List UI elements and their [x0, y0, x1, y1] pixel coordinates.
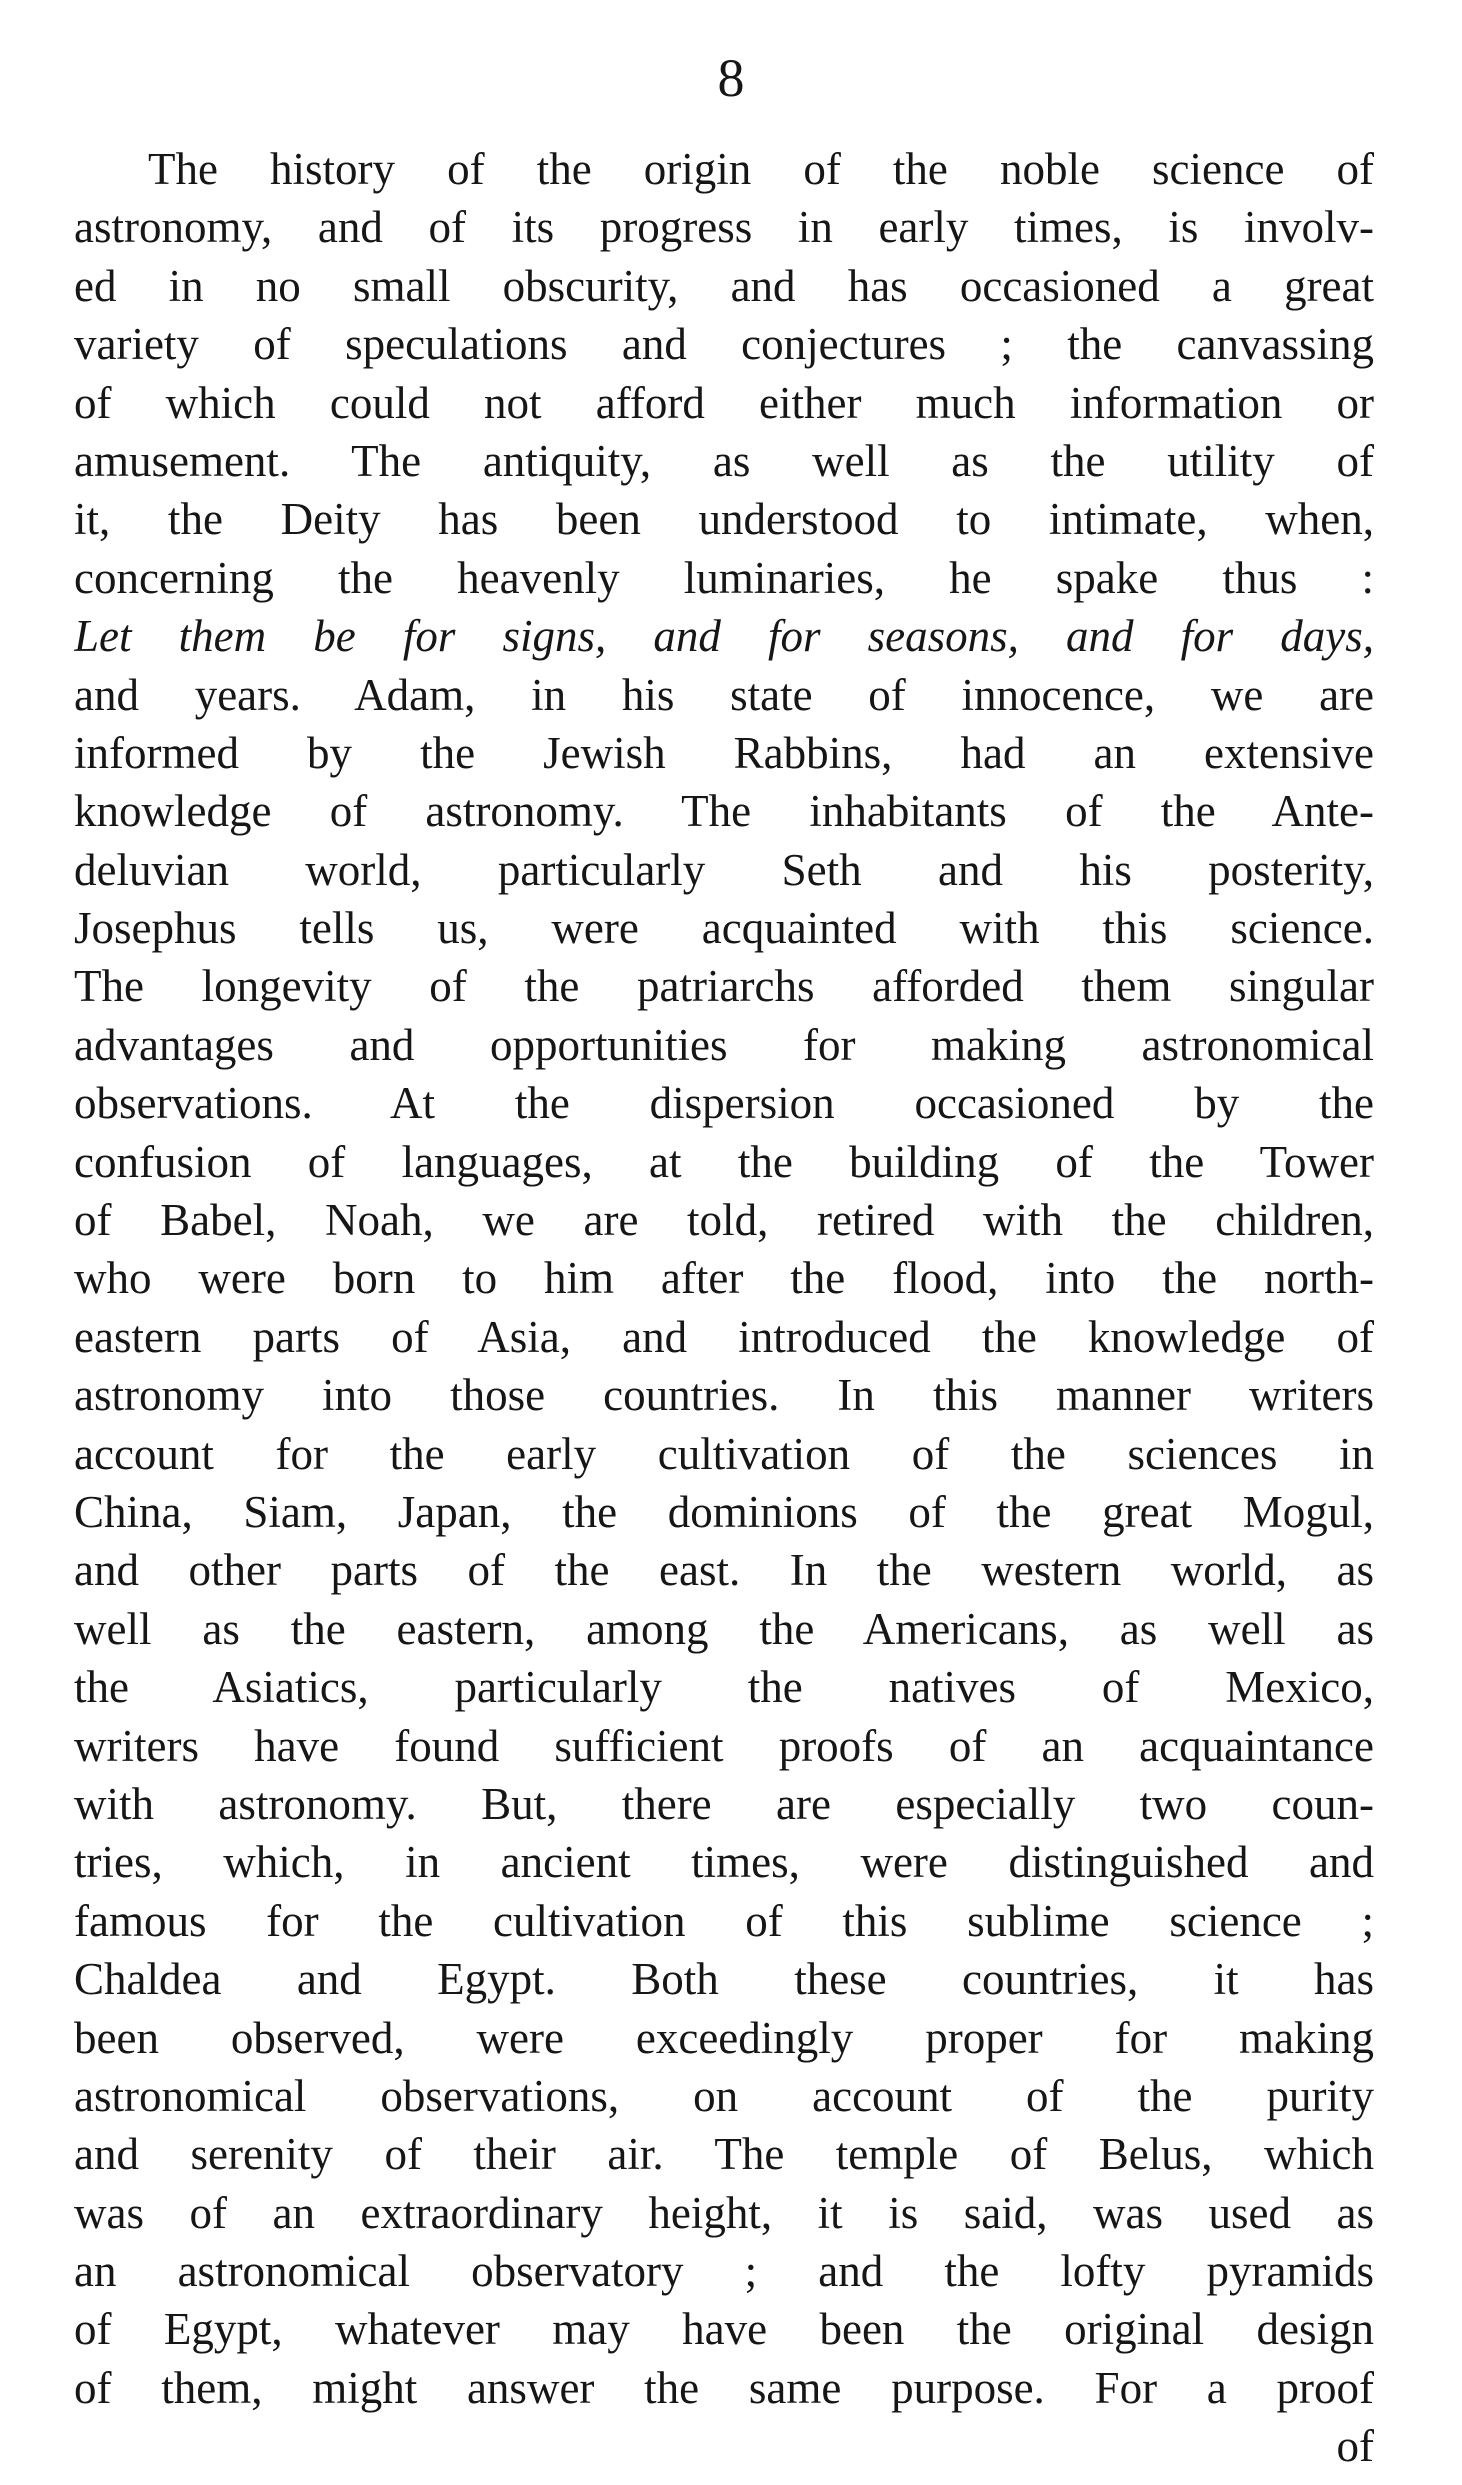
- text-line: eastern parts of Asia, and introduced the knowledge of: [74, 1311, 1374, 1362]
- text-line: who were born to him after the flood, into the north-: [74, 1253, 1374, 1304]
- text-line: and years. Adam, in his state of innocence, we are: [74, 669, 1374, 720]
- text-line: The longevity of the patriarchs afforded them singular: [74, 961, 1374, 1012]
- page-number: 8: [717, 48, 745, 108]
- text-line: confusion of languages, at the building of the Tower: [74, 1136, 1374, 1187]
- text-line: an astronomical observatory ; and the lofty pyramids: [74, 2246, 1374, 2297]
- text-line: ed in no small obscurity, and has occasioned a great: [74, 260, 1374, 311]
- catchword: of: [1336, 2421, 1374, 2472]
- body-text: [74, 140, 1374, 2476]
- text-line: was of an extraordinary height, it is said, was used as: [74, 2187, 1374, 2238]
- text-line: Chaldea and Egypt. Both these countries, it has: [74, 1954, 1374, 2005]
- text-line: amusement. The antiquity, as well as the utility of: [74, 435, 1374, 486]
- text-line: with astronomy. But, there are especially two coun-: [74, 1778, 1374, 1829]
- text-line: of which could not afford either much information or: [74, 377, 1374, 428]
- text-line: account for the early cultivation of the sciences in: [74, 1428, 1374, 1479]
- text-line: concerning the heavenly luminaries, he spake thus :: [74, 552, 1374, 603]
- text-line: been observed, were exceedingly proper for making: [74, 2012, 1374, 2063]
- text-line: astronomical observations, on account of the purity: [74, 2070, 1374, 2121]
- text-line: astronomy into those countries. In this manner writers: [74, 1370, 1374, 1421]
- text-line: deluvian world, particularly Seth and his posterity,: [74, 844, 1374, 895]
- text-line: Josephus tells us, were acquainted with this science.: [74, 903, 1374, 954]
- text-line: The history of the origin of the noble science of: [148, 144, 1374, 194]
- text-line: and serenity of their air. The temple of Belus, which: [74, 2129, 1374, 2180]
- text-line: of Babel, Noah, we are told, retired with the children,: [74, 1195, 1374, 1246]
- text-line: and other parts of the east. In the western world, as: [74, 1545, 1374, 1596]
- text-line: it, the Deity has been understood to intimate, when,: [74, 494, 1374, 545]
- text-line: advantages and opportunities for making astronomical: [74, 1019, 1374, 1070]
- text-line: observations. At the dispersion occasioned by the: [74, 1078, 1374, 1129]
- text-line: tries, which, in ancient times, were distinguished and: [74, 1837, 1374, 1888]
- text-line: informed by the Jewish Rabbins, had an extensive: [74, 727, 1374, 778]
- text-line: China, Siam, Japan, the dominions of the great Mogul,: [74, 1486, 1374, 1537]
- text-line: the Asiatics, particularly the natives of Mexico,: [74, 1662, 1374, 1713]
- text-line: well as the eastern, among the Americans, as well as: [74, 1603, 1374, 1654]
- text-line: famous for the cultivation of this sublime science ;: [74, 1895, 1374, 1946]
- text-line: astronomy, and of its progress in early times, is involv-: [74, 202, 1374, 253]
- text-line-italic: Let them be for signs, and for seasons, and for days,: [74, 611, 1374, 662]
- text-line: knowledge of astronomy. The inhabitants of the Ante-: [74, 786, 1374, 837]
- text-line: writers have found sufficient proofs of an acquaintance: [74, 1720, 1374, 1771]
- text-line: of Egypt, whatever may have been the original design: [74, 2304, 1374, 2355]
- text-line: variety of speculations and conjectures ; the canvassing: [74, 319, 1374, 370]
- text-line: of them, might answer the same purpose. For a proof: [74, 2362, 1374, 2413]
